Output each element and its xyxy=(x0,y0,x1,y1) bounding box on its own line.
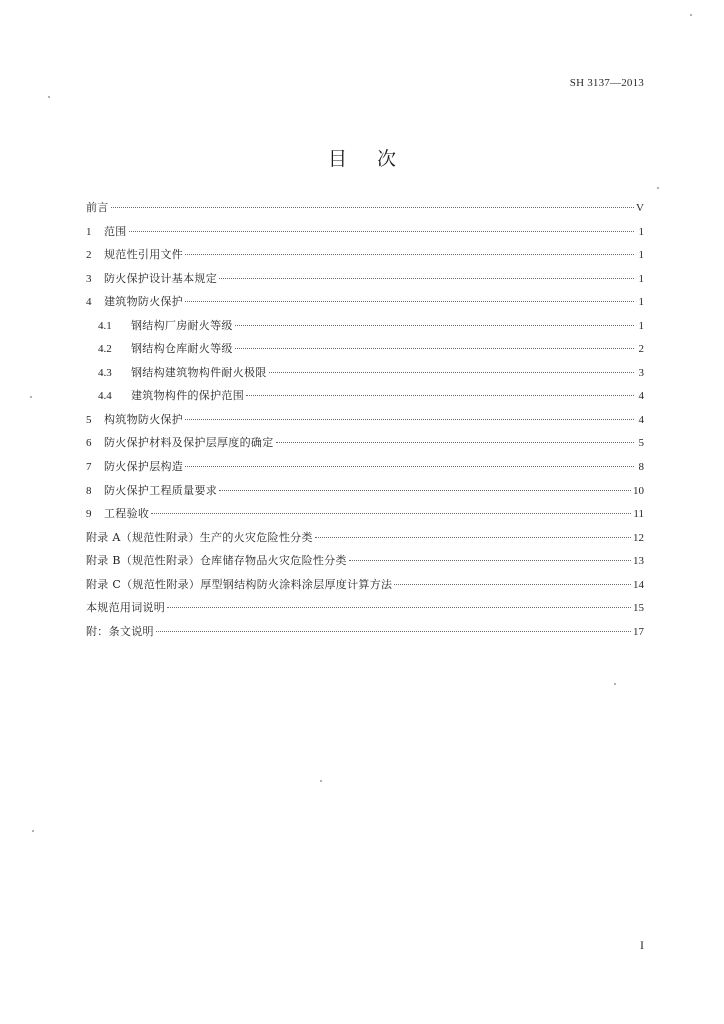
toc-entry-number: 7 xyxy=(86,461,92,474)
scan-speck xyxy=(48,96,50,98)
toc-entry[interactable] xyxy=(86,434,644,458)
dot-leader xyxy=(185,254,634,255)
toc-entry[interactable] xyxy=(86,246,644,270)
toc-entry-label: 防火保护材料及保护层厚度的确定 xyxy=(104,436,274,450)
toc-entry[interactable] xyxy=(86,364,644,388)
scan-speck xyxy=(30,396,32,398)
toc-entry[interactable] xyxy=(86,623,644,647)
toc-entry-label: 范围 xyxy=(104,224,127,238)
toc-entry-page: 12 xyxy=(633,531,644,544)
toc-entry-label: 规范性引用文件 xyxy=(104,248,184,262)
toc-entry[interactable] xyxy=(86,599,644,623)
toc-entry-page: 1 xyxy=(638,249,644,262)
toc-entry-page: 10 xyxy=(633,484,644,497)
toc-entry-label: 防火保护工程质量要求 xyxy=(104,483,217,497)
dot-leader xyxy=(246,395,634,396)
toc-entry-number: 4.3 xyxy=(98,366,112,379)
toc-entry-page: 17 xyxy=(633,625,644,638)
dot-leader xyxy=(156,631,631,632)
toc-entry-number: 4.1 xyxy=(98,319,112,332)
toc-entry-label: 钢结构建筑物构件耐火极限 xyxy=(131,365,267,379)
toc-entry-label: 工程验收 xyxy=(104,507,150,521)
toc-entry-page: 1 xyxy=(638,272,644,285)
table-of-contents xyxy=(86,199,644,646)
toc-entry[interactable] xyxy=(86,576,644,600)
toc-entry-label: 防火保护层构造 xyxy=(104,460,184,474)
toc-entry-page: 5 xyxy=(638,437,644,450)
toc-entry[interactable] xyxy=(86,529,644,553)
dot-leader xyxy=(151,513,631,514)
toc-entry-number: 8 xyxy=(86,484,92,497)
toc-entry-label: 附录 B（规范性附录）仓库储存物品火灾危险性分类 xyxy=(86,554,347,568)
dot-leader xyxy=(315,537,631,538)
toc-entry-label: 构筑物防火保护 xyxy=(104,412,184,426)
toc-entry-page: 14 xyxy=(633,578,644,591)
toc-entry[interactable] xyxy=(86,340,644,364)
toc-entry[interactable] xyxy=(86,317,644,341)
toc-entry-page: 11 xyxy=(633,508,644,521)
toc-entry-label: 钢结构厂房耐火等级 xyxy=(131,318,233,332)
toc-entry-number: 5 xyxy=(86,413,92,426)
toc-entry-number: 3 xyxy=(86,272,92,285)
toc-entry-number: 4 xyxy=(86,296,92,309)
dot-leader xyxy=(111,207,634,208)
scan-speck xyxy=(690,14,692,16)
toc-entry-page: 1 xyxy=(638,319,644,332)
toc-entry-page: 15 xyxy=(633,602,644,615)
toc-entry-label: 前言 xyxy=(86,201,109,214)
toc-entry[interactable] xyxy=(86,552,644,576)
toc-entry-label: 钢结构仓库耐火等级 xyxy=(131,342,233,356)
toc-entry-label: 附录 C（规范性附录）厚型钢结构防火涂料涂层厚度计算方法 xyxy=(86,577,393,591)
toc-entry[interactable] xyxy=(86,293,644,317)
toc-entry-number: 9 xyxy=(86,508,92,521)
page-title: 目次 xyxy=(327,148,426,170)
toc-entry-label: 建筑物构件的保护范围 xyxy=(131,389,244,403)
dot-leader xyxy=(167,607,631,608)
scan-speck xyxy=(614,683,616,685)
toc-entry[interactable] xyxy=(86,223,644,247)
toc-entry-page: 4 xyxy=(638,390,644,403)
scan-speck xyxy=(320,780,322,782)
toc-entry[interactable] xyxy=(86,387,644,411)
toc-entry[interactable] xyxy=(86,458,644,482)
toc-entry-number: 4.2 xyxy=(98,343,112,356)
standard-code: SH 3137—2013 xyxy=(569,77,644,89)
toc-entry-label: 建筑物防火保护 xyxy=(104,295,184,309)
toc-entry-label: 附录 A（规范性附录）生产的火灾危险性分类 xyxy=(86,530,313,544)
toc-entry-label: 防火保护设计基本规定 xyxy=(104,271,217,285)
toc-entry[interactable] xyxy=(86,199,644,223)
dot-leader xyxy=(185,419,634,420)
toc-entry-page: 2 xyxy=(638,343,644,356)
toc-entry[interactable] xyxy=(86,482,644,506)
dot-leader xyxy=(276,442,635,443)
dot-leader xyxy=(394,584,631,585)
dot-leader xyxy=(219,490,631,491)
dot-leader xyxy=(185,466,634,467)
dot-leader xyxy=(129,231,634,232)
toc-entry-number: 6 xyxy=(86,437,92,450)
dot-leader xyxy=(235,325,634,326)
toc-entry-page: 13 xyxy=(633,555,644,568)
toc-entry[interactable] xyxy=(86,270,644,294)
toc-entry-page: 3 xyxy=(638,366,644,379)
dot-leader xyxy=(185,301,634,302)
toc-entry-page: V xyxy=(636,202,644,214)
toc-entry-number: 1 xyxy=(86,225,92,238)
toc-entry-page: 1 xyxy=(638,296,644,309)
dot-leader xyxy=(219,278,634,279)
page-number: I xyxy=(640,938,644,952)
toc-entry-number: 2 xyxy=(86,249,92,262)
toc-entry-number: 4.4 xyxy=(98,390,112,403)
dot-leader xyxy=(269,372,634,373)
toc-entry-label: 本规范用词说明 xyxy=(86,601,166,615)
toc-entry-page: 1 xyxy=(638,225,644,238)
scan-speck xyxy=(32,830,34,832)
toc-entry[interactable] xyxy=(86,411,644,435)
dot-leader xyxy=(235,348,634,349)
toc-entry[interactable] xyxy=(86,505,644,529)
scan-speck xyxy=(657,187,659,189)
toc-entry-label: 附：条文说明 xyxy=(86,624,154,638)
toc-entry-page: 4 xyxy=(638,413,644,426)
dot-leader xyxy=(349,560,631,561)
toc-entry-page: 8 xyxy=(638,461,644,474)
